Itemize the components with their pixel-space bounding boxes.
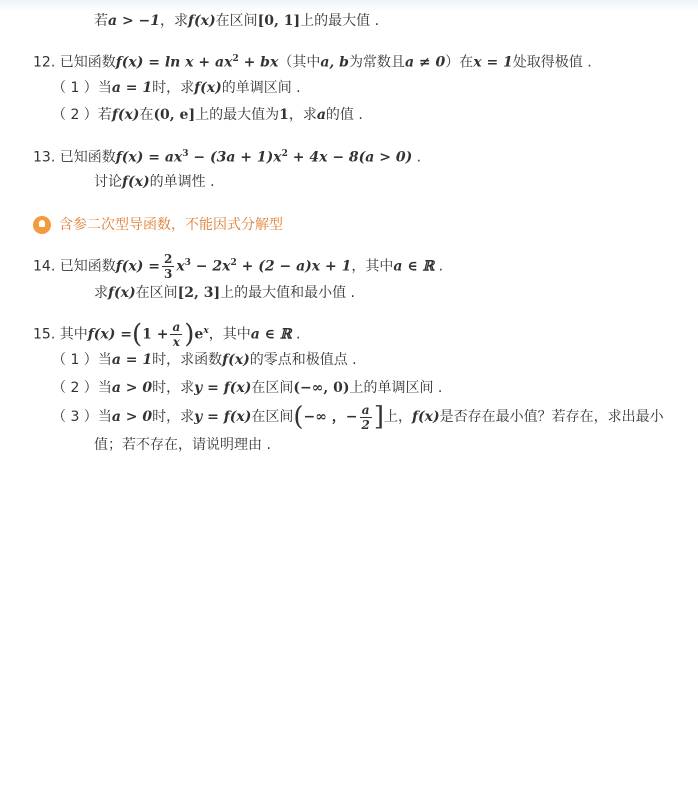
q15-part-2 <box>52 377 442 399</box>
right-bracket: ] <box>373 402 385 432</box>
part-text: 在 <box>139 107 154 123</box>
part-label: （ 1 ） <box>52 352 98 368</box>
q15-part-3-cont <box>94 434 271 456</box>
math-cond: a > 0 <box>111 409 153 425</box>
question-text: . <box>434 258 444 275</box>
math-value: 1 <box>279 107 289 123</box>
math-exponent: 2 <box>230 258 237 268</box>
section-title: 含参二次型导函数，不能因式分解型 <box>59 217 283 233</box>
math-f: f(x) <box>188 13 216 29</box>
question-text: 已知函数 <box>59 258 116 275</box>
part-text: 当 <box>97 380 112 396</box>
part-text: 时，求函数 <box>152 352 223 368</box>
question-text: 处取得极值 . <box>512 54 592 71</box>
math-func: + bx <box>238 54 279 71</box>
math-term: 1 + <box>142 326 169 343</box>
frac-num: 2 <box>163 252 173 267</box>
question-text: ，其中 <box>208 326 251 343</box>
math-exponent: x <box>203 326 209 336</box>
math-exponent: 3 <box>184 258 191 268</box>
intro-text: ，求 <box>160 13 189 29</box>
frac-num: a <box>172 320 181 335</box>
part-text: 时，求 <box>152 80 195 96</box>
part-text: 在区间 <box>251 380 294 396</box>
intro-text: 上的最大值 . <box>300 13 380 29</box>
q13-sub <box>94 171 215 193</box>
question-text: （其中 <box>278 54 321 71</box>
math-cond: a = 1 <box>111 80 153 96</box>
math-cond: a > 0 <box>111 380 153 396</box>
question-number: 13. <box>33 149 56 166</box>
part-text: 当 <box>97 409 112 425</box>
question-14 <box>33 244 443 286</box>
fraction-a-x <box>170 320 182 349</box>
part-label: （ 3 ） <box>52 409 98 425</box>
sub-text: 求 <box>94 285 108 301</box>
part-text: 上的最大值为 <box>195 107 280 123</box>
math-func: x <box>176 258 185 275</box>
part-text: 当 <box>97 80 112 96</box>
math-f: f(x) <box>412 409 440 425</box>
fraction-a-2 <box>360 403 372 432</box>
math-func: + 4x − 8(a > 0) <box>287 149 413 166</box>
math-f: f(x) <box>108 285 136 301</box>
question-text: . <box>291 326 301 343</box>
math-a: a <box>316 107 326 123</box>
math-func: f(x) = ax <box>115 149 183 166</box>
part-text: 值；若不存在，请说明理由 . <box>94 437 271 453</box>
part-text: 的零点和极值点 . <box>249 352 357 368</box>
math-func: f(x) = ln x + ax <box>115 54 233 71</box>
question-text: ，其中 <box>351 258 394 275</box>
part-text: 是否存在最小值？若存在，求出最小 <box>439 409 664 425</box>
part-text: 当 <box>97 352 112 368</box>
math-func: − (3a + 1)x <box>188 149 282 166</box>
math-cond: a ≠ 0 <box>404 54 446 71</box>
math-cond: a ∈ ℝ <box>393 258 435 275</box>
part-text: ，求 <box>288 107 317 123</box>
fraction-2-3 <box>162 252 174 281</box>
math-exponent: 2 <box>281 149 288 159</box>
question-text: ）在 <box>445 54 474 71</box>
math-f: f(x) <box>111 107 140 123</box>
math-cond: a = 1 <box>111 352 153 368</box>
sub-text: 在区间 <box>135 285 178 301</box>
left-paren: ( <box>293 402 304 432</box>
math-func: f(x) = <box>115 258 160 275</box>
lightbulb-icon <box>33 216 51 234</box>
math-interval: −∞ ，− <box>303 409 358 425</box>
sub-text: 讨论 <box>94 174 122 190</box>
part-text: 的值 . <box>325 107 363 123</box>
math-f: f(x) <box>222 352 250 368</box>
part-text: 时，求 <box>152 409 195 425</box>
math-y: y = f(x) <box>194 409 252 425</box>
math-exponent: 3 <box>182 149 189 159</box>
math-func: − 2x <box>190 258 231 275</box>
question-number: 15. <box>33 326 56 343</box>
part-text: 上， <box>384 409 413 425</box>
math-interval: (−∞, 0) <box>293 380 350 396</box>
math-x1: x = 1 <box>473 54 513 71</box>
part-label: （ 1 ） <box>52 80 98 96</box>
question-number: 14. <box>33 258 56 275</box>
question-text: 其中 <box>59 326 88 343</box>
math-e: e <box>194 326 204 343</box>
part-text: 在区间 <box>251 409 294 425</box>
frac-num: a <box>360 403 372 418</box>
question-text: 已知函数 <box>59 149 116 166</box>
sub-text: 上的最大值和最小值 . <box>220 285 356 301</box>
math-interval: [2, 3] <box>177 285 221 301</box>
q15-part-1 <box>52 349 357 371</box>
question-12 <box>33 48 592 74</box>
math-interval: [0, 1] <box>257 13 301 29</box>
intro-text: 若 <box>94 13 108 29</box>
part-text: 若 <box>97 107 112 123</box>
q15-part-3 <box>52 398 664 436</box>
math-func: + (2 − a)x + 1 <box>236 258 352 275</box>
math-func: f(x) = <box>87 326 132 343</box>
math-f: f(x) <box>122 174 150 190</box>
section-header <box>33 214 283 236</box>
math-ab: a, b <box>320 54 349 71</box>
question-text: 为常数且 <box>348 54 405 71</box>
frac-den: 3 <box>163 267 173 282</box>
math-f: f(x) <box>194 80 222 96</box>
question-15 <box>33 312 300 354</box>
math-y: y = f(x) <box>194 380 252 396</box>
frac-den: x <box>172 335 180 350</box>
math-exponent: 2 <box>232 54 239 64</box>
frac-den: 2 <box>361 417 370 432</box>
part-label: （ 2 ） <box>52 380 98 396</box>
question-13 <box>33 143 421 169</box>
math-cond: a > −1 <box>108 13 161 29</box>
question-text: 已知函数 <box>59 54 116 71</box>
math-cond: a ∈ ℝ <box>250 326 292 343</box>
q12-part-1 <box>52 77 301 99</box>
right-paren: ) <box>184 319 195 350</box>
q14-sub <box>94 282 355 304</box>
intro-text: 在区间 <box>215 13 258 29</box>
q12-part-2 <box>52 104 363 126</box>
part-label: （ 2 ） <box>52 107 98 123</box>
question-text: . <box>412 149 422 166</box>
question-number: 12. <box>33 54 56 71</box>
part-text: 时，求 <box>152 380 195 396</box>
intro-line <box>94 10 379 32</box>
math-interval: (0, e] <box>153 107 196 123</box>
left-paren: ( <box>131 319 143 350</box>
part-text: 的单调区间 . <box>221 80 301 96</box>
part-text: 上的单调区间 . <box>349 380 443 396</box>
sub-text: 的单调性 . <box>149 174 215 190</box>
